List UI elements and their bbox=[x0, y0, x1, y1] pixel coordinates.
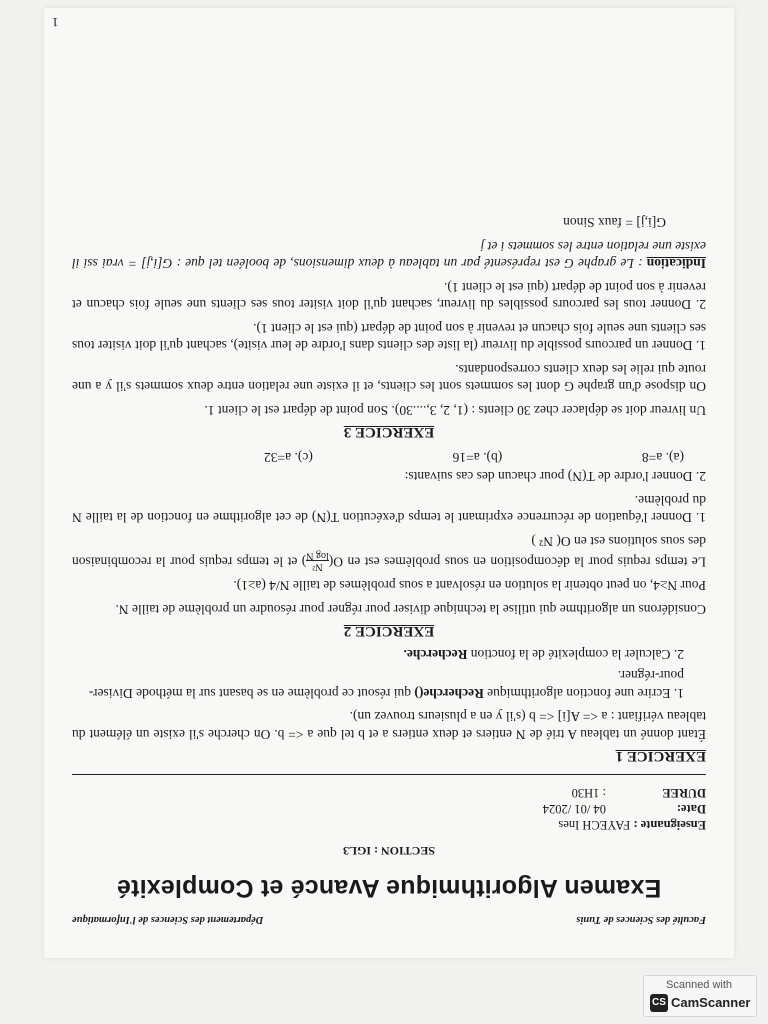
exercise-1-intro: Étant donné un tableau A trié de N entiers et deux entiers a et b tel que a <= b. On cherche s'il existe un élément du tableau vérifiant : a <= A[i] <= b (s'il y en a plusieurs trouvez un). bbox=[72, 709, 706, 742]
rotated-page bbox=[44, 8, 734, 958]
exam-title: Examen Algorithmique Avancé et Complexité bbox=[116, 874, 662, 903]
duration-value: : 1H30 bbox=[571, 786, 606, 801]
divider bbox=[72, 775, 706, 776]
q2-number: 2. bbox=[673, 647, 684, 662]
exercise-3-indication bbox=[72, 238, 706, 273]
exercise-2-costs bbox=[72, 533, 706, 572]
faculty-name: Faculté des Sciences de Tunis bbox=[576, 914, 706, 925]
q2-text: Calculer la complexité de la fonction bbox=[467, 647, 671, 662]
exercise-1-q1 bbox=[72, 667, 684, 702]
page-content bbox=[72, 208, 706, 928]
exam-paper bbox=[44, 8, 734, 958]
exercise-1-heading: EXERCICE 1 bbox=[615, 748, 706, 765]
exercise-3-graph: On dispose d'un graphe G dont les sommets sont les clients, et il existe une relation entre deux sommets s'il y a une route qui relie les deux clients correspondants. bbox=[72, 362, 706, 395]
exercise-2-intro: Considérons un algorithme qui utilise la technique diviser pour régner pour résoudre un problème de taille N. bbox=[115, 602, 706, 617]
exercise-2-cases bbox=[264, 449, 684, 467]
section-label: SECTION : IGL3 bbox=[342, 844, 436, 858]
date-value: 04 /01 /2024 bbox=[542, 802, 606, 817]
exercise-2-subproblems: Pour N≥4, on peut obtenir la solution en résolvant a sous problèmes de taille N/4 (a≥1). bbox=[233, 578, 706, 594]
q1-text-end: qui résout ce problème en se basant sur la méthode Diviser-pour-régner. bbox=[88, 668, 684, 701]
teacher-name: FAYECH Ines bbox=[558, 818, 631, 833]
exercise-3-heading: EXERCICE 3 bbox=[343, 424, 435, 441]
teacher-label: Enseignante : bbox=[633, 818, 706, 833]
exercise-3-q2: 2. Donner tous les parcours possibles du livreur, sachant qu'il doit visiter tous ses clients une seule fois chacun et revenir à son point de départ (qui est le client 1). bbox=[72, 280, 706, 313]
cost-text: Le temps requis pour la décomposition en sous problèmes est en O( bbox=[328, 554, 706, 570]
header bbox=[72, 911, 706, 929]
scanned-with-text: Scanned with bbox=[666, 979, 733, 991]
exercise-1-questions bbox=[72, 646, 684, 703]
date-label: Date: bbox=[676, 802, 706, 817]
cost-text-end: ) et le temps requis pour la recombinaison des sous solutions est en O( N² ) bbox=[72, 534, 706, 570]
indication-label: Indication bbox=[646, 256, 706, 272]
case-b: (b). a=16 bbox=[452, 450, 503, 465]
exercise-3-indication-2: G[i,j] = faux Sinon bbox=[563, 215, 666, 231]
q1-text: Ecrire une fonction algorithmique bbox=[483, 686, 671, 701]
exercise-2-q1: 1. Donner l'équation de récurrence exprimant le temps d'exécution T(N) de cet algorithme en fonction de la taille N du problème. bbox=[72, 493, 706, 526]
indication-text: : Le graphe G est représenté par un tableau à deux dimensions, de booléen tel que : G[i,j] = vrai ssi il existe une relation entre les sommets i et j bbox=[72, 239, 706, 272]
camscanner-brand: CamScanner bbox=[671, 995, 751, 1010]
exercise-3-intro: Un livreur doit se déplacer chez 30 clients : (1, 2, 3,....30). Son point de départ est le client 1. bbox=[204, 403, 706, 418]
fraction-numerator: N² bbox=[306, 560, 329, 571]
exercise-2-heading: EXERCICE 2 bbox=[343, 623, 435, 640]
case-a: (a). a=8 bbox=[641, 450, 684, 465]
camscanner-watermark bbox=[643, 975, 757, 1017]
q1-function: Recherche() bbox=[414, 686, 484, 701]
exercise-2-q2: 2. Donner l'ordre de T(N) pour chacun des cas suivants: bbox=[404, 469, 706, 485]
exercise-3-q1: 1. Donner un parcours possible du livreur (la liste des clients dans l'ordre de leur visite), sachant qu'il doit visiter tous ses clients une seule fois chacun et revenir à son point de départ (qui est le client 1). bbox=[72, 321, 706, 354]
exam-info bbox=[72, 786, 706, 834]
exercise-1-q2 bbox=[72, 646, 684, 664]
department-name: Département des Sciences de l'Informatique bbox=[72, 914, 264, 925]
case-c: (c). a=32 bbox=[264, 450, 313, 465]
camscanner-logo-icon: CS bbox=[650, 994, 668, 1012]
duration-label: DUREE bbox=[662, 786, 706, 801]
q2-function: Recherche. bbox=[403, 647, 468, 662]
fraction bbox=[306, 550, 329, 571]
q1-number: 1. bbox=[673, 686, 684, 701]
fraction-denominator: log N bbox=[306, 550, 329, 561]
page-number: 1 bbox=[52, 15, 59, 30]
